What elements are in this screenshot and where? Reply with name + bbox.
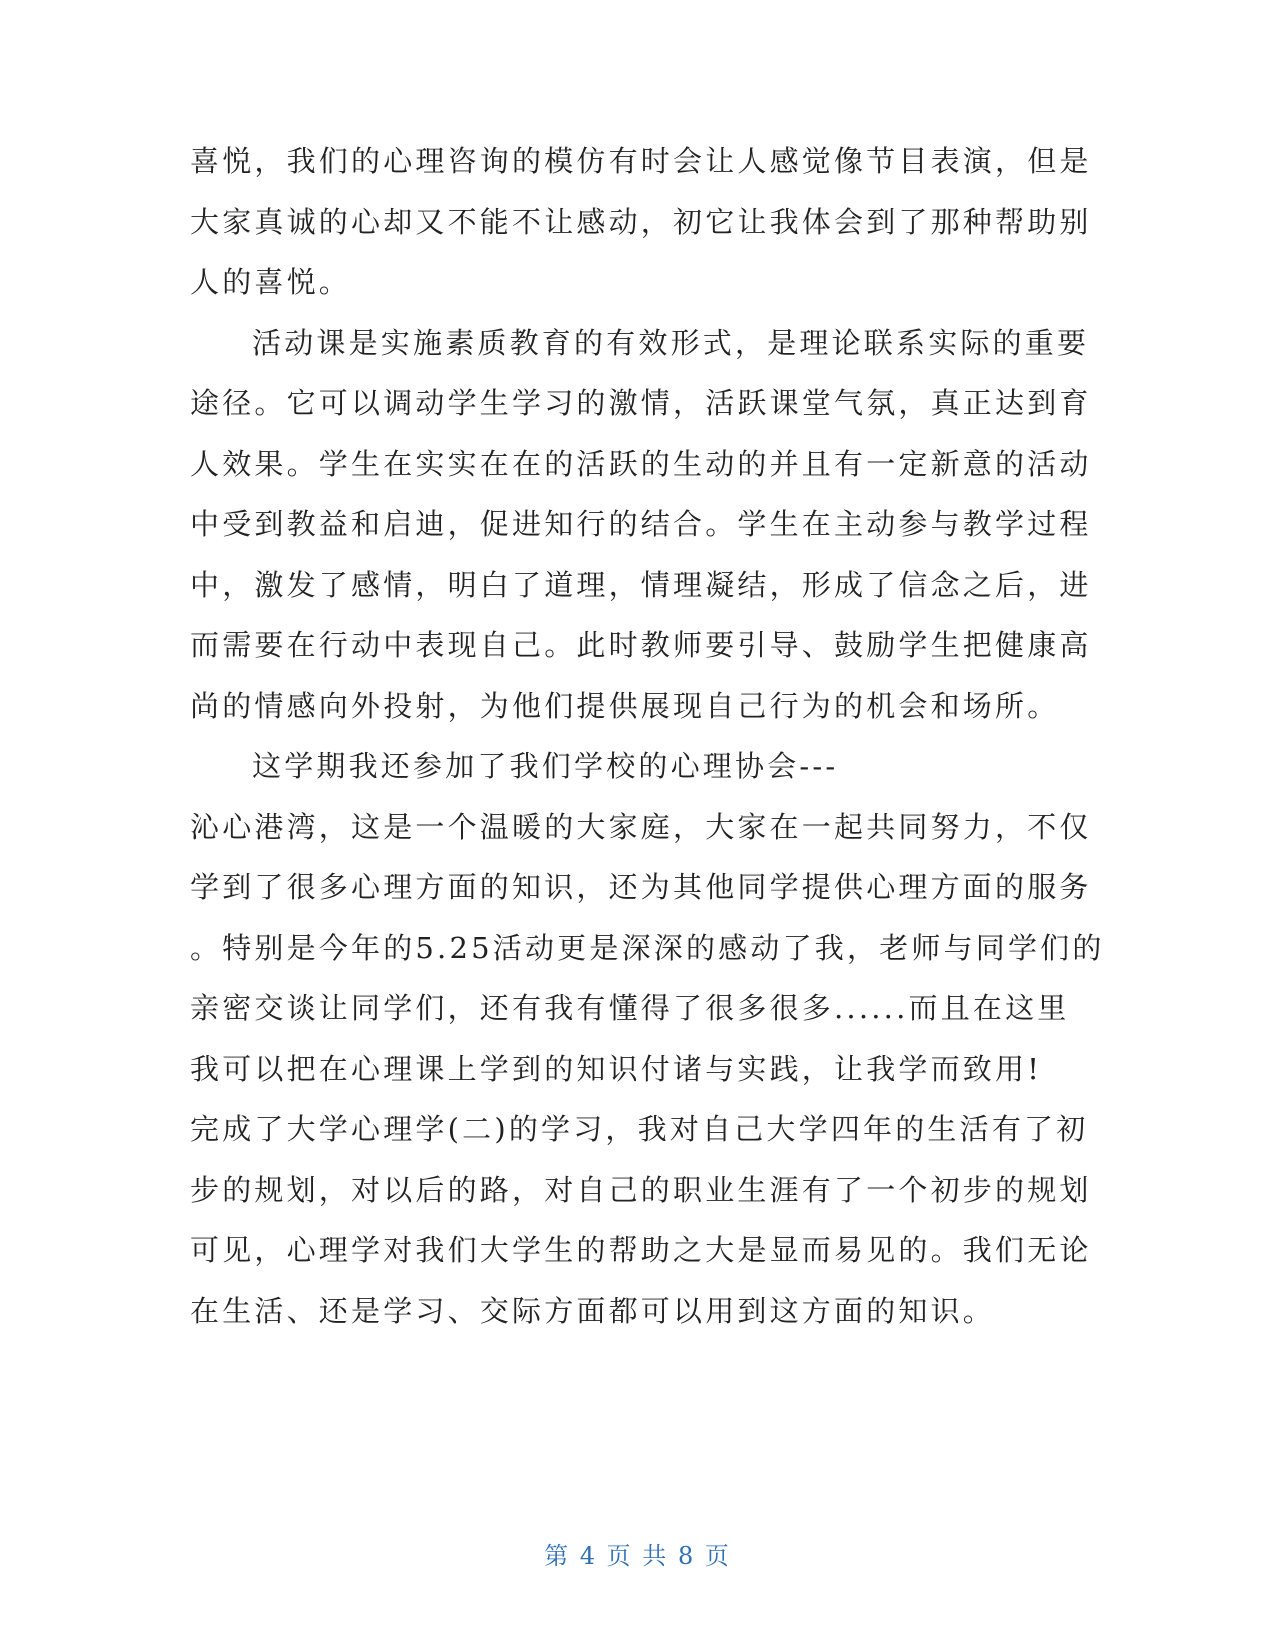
text-line: 活动课是实施素质教育的有效形式，是理论联系实际的重要 <box>252 325 1090 360</box>
text-line: 而需要在行动中表现自己。此时教师要引导、鼓励学生把健康高 <box>190 628 1092 662</box>
text-line: 。特别是今年的5.25活动更是深深的感动了我，老师与同学们的 <box>190 930 1105 965</box>
text-line: 途径。它可以调动学生学习的激情，活跃课堂气氛，真正达到育 <box>190 386 1092 420</box>
text-line: 喜悦，我们的心理咨询的模仿有时会让人感觉像节目表演，但是 <box>190 144 1092 178</box>
text-line: 在生活、还是学习、交际方面都可以用到这方面的知识。 <box>190 1293 996 1328</box>
text-line: 步的规划，对以后的路，对自己的职业生涯有了一个初步的规划 <box>190 1172 1092 1207</box>
text-line: 人的喜悦。 <box>190 265 352 299</box>
text-line: 尚的情感向外投射，为他们提供展现自己行为的机会和场所。 <box>190 688 1060 723</box>
text-line: 亲密交谈让同学们，还有我有懂得了很多很多......而且在这里 <box>190 991 1070 1025</box>
text-line: 大家真诚的心却又不能不让感动，初它让我体会到了那种帮助别 <box>190 204 1092 239</box>
page-number-footer <box>0 1536 1275 1571</box>
text-line: 这学期我还参加了我们学校的心理协会--- <box>252 749 839 783</box>
text-line: 可见，心理学对我们大学生的帮助之大是显而易见的。我们无论 <box>190 1233 1092 1267</box>
body-text <box>190 131 1105 1341</box>
text-line: 我可以把在心理课上学到的知识付诸与实践，让我学而致用! <box>190 1051 1043 1086</box>
text-line: 中，激发了感情，明白了道理，情理凝结，形成了信念之后，进 <box>190 567 1092 602</box>
text-line: 完成了大学心理学(二)的学习，我对自己大学四年的生活有了初 <box>190 1112 1089 1146</box>
page-number: 第 4 页 共 8 页 <box>544 1542 731 1570</box>
text-line: 人效果。学生在实实在在的活跃的生动的并且有一定新意的活动 <box>190 446 1092 481</box>
text-line: 中受到教益和启迪，促进知行的结合。学生在主动参与教学过程 <box>190 507 1092 541</box>
text-line: 沁心港湾，这是一个温暖的大家庭，大家在一起共同努力，不仅 <box>190 809 1092 844</box>
text-line: 学到了很多心理方面的知识，还为其他同学提供心理方面的服务 <box>190 870 1092 904</box>
